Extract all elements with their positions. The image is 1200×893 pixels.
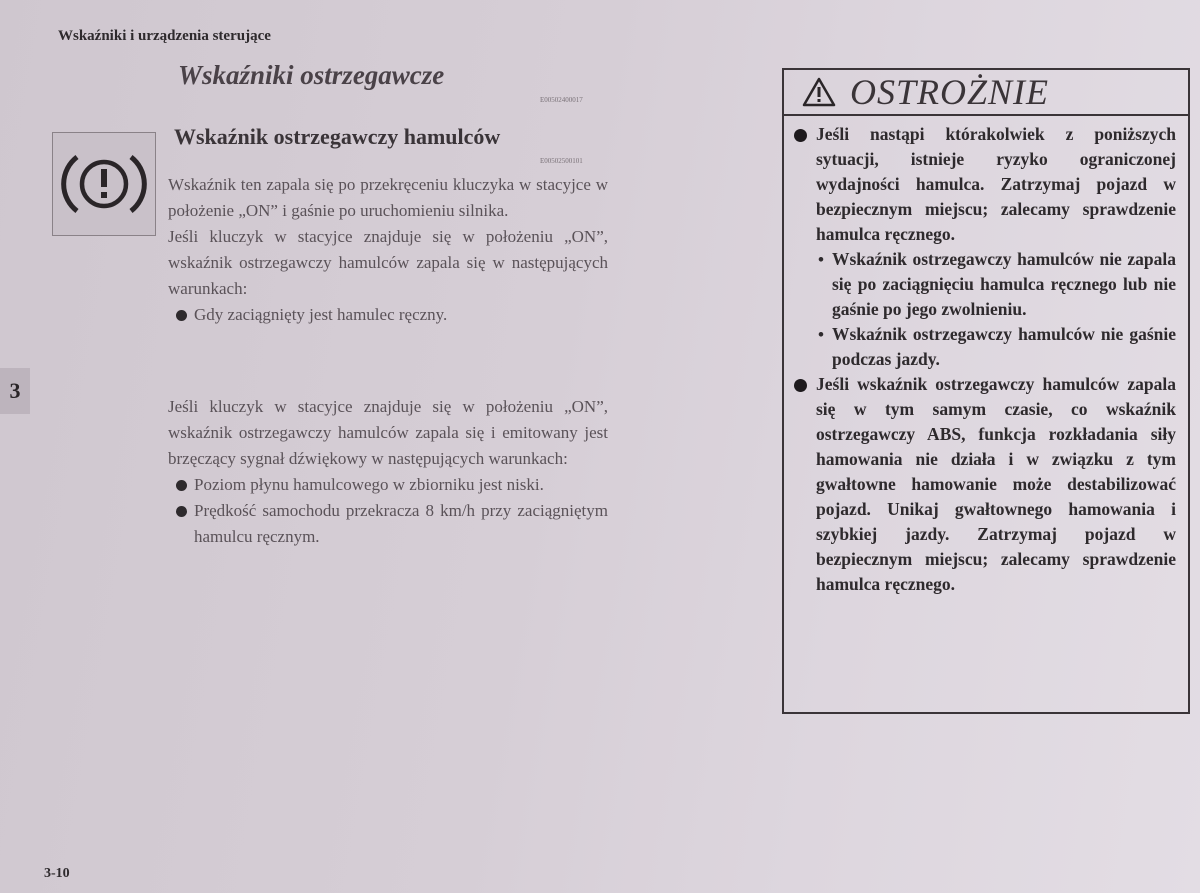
caution-subitem: • Wskaźnik ostrzegawczy hamulców nie zapala się po zaciągnięciu hamulca ręcznego lub nie gaśnie po jego zwolnieniu. <box>832 247 1176 322</box>
paragraph: Jeśli kluczyk w stacyjce znajduje się w położeniu „ON”, wskaźnik ostrzegawczy hamulców zapala się i emitowany jest brzęczący sygnał dźwiękowy w następujących warunkach: <box>168 397 608 468</box>
subsection-title: Wskaźnik ostrzegawczy hamulców <box>174 124 501 149</box>
brake-warning-icon <box>52 132 156 236</box>
section-title: Wskaźniki ostrzegawcze <box>178 60 445 90</box>
bullet-list <box>172 472 608 550</box>
caution-title: OSTROŻNIE <box>850 72 1050 112</box>
caution-item: Jeśli nastąpi którakolwiek z poniższych sytuacji, istnieje ryzyko ograniczonej wydajności hamulca. Zatrzymaj pojazd w bezpiecznym miejscu; zalecamy sprawdzenie hamulca ręcznego. <box>816 122 1176 247</box>
caution-body <box>784 116 1188 597</box>
caution-item: Jeśli wskaźnik ostrzegawczy hamulców zapala się w tym samym czasie, co wskaźnik ostrzegawczy ABS, funkcja rozkładania siły hamowania nie działa i w związku z tym gwałtowne hamowanie może destabilizować pojazd. Unikaj gwałtownego hamowania i szybkiej jazdy. Zatrzymaj pojazd w bezpiecznym miejscu; zalecamy sprawdzenie hamulca ręcznego. <box>816 372 1176 597</box>
list-item: Prędkość samochodu przekracza 8 km/h przy zaciągniętym hamulcu ręcznym. <box>172 498 608 550</box>
subsection-code: E00502500101 <box>540 157 583 165</box>
caution-header <box>784 70 1188 116</box>
list-item: Gdy zaciągnięty jest hamulec ręczny. <box>172 302 608 328</box>
running-header: Wskaźniki i urządzenia sterujące <box>58 28 271 44</box>
caution-box <box>782 68 1190 714</box>
bullet-list <box>172 302 608 328</box>
warning-triangle-icon <box>802 77 836 107</box>
body-text-block-2 <box>168 394 608 550</box>
body-text-block-1 <box>168 172 608 328</box>
paragraph: Wskaźnik ten zapala się po przekręceniu kluczyka w stacyjce w położenie „ON” i gaśnie po uruchomieniu silnika. <box>168 175 608 220</box>
caution-subitem: • Wskaźnik ostrzegawczy hamulców nie gaśnie podczas jazdy. <box>832 322 1176 372</box>
page-number: 3-10 <box>44 866 70 881</box>
list-item: Poziom płynu hamulcowego w zbiorniku jest niski. <box>172 472 608 498</box>
section-code: E00502400017 <box>540 96 583 104</box>
paragraph: Jeśli kluczyk w stacyjce znajduje się w położeniu „ON”, wskaźnik ostrzegawczy hamulców zapala się w następujących warunkach: <box>168 227 608 298</box>
chapter-tab: 3 <box>0 368 30 414</box>
